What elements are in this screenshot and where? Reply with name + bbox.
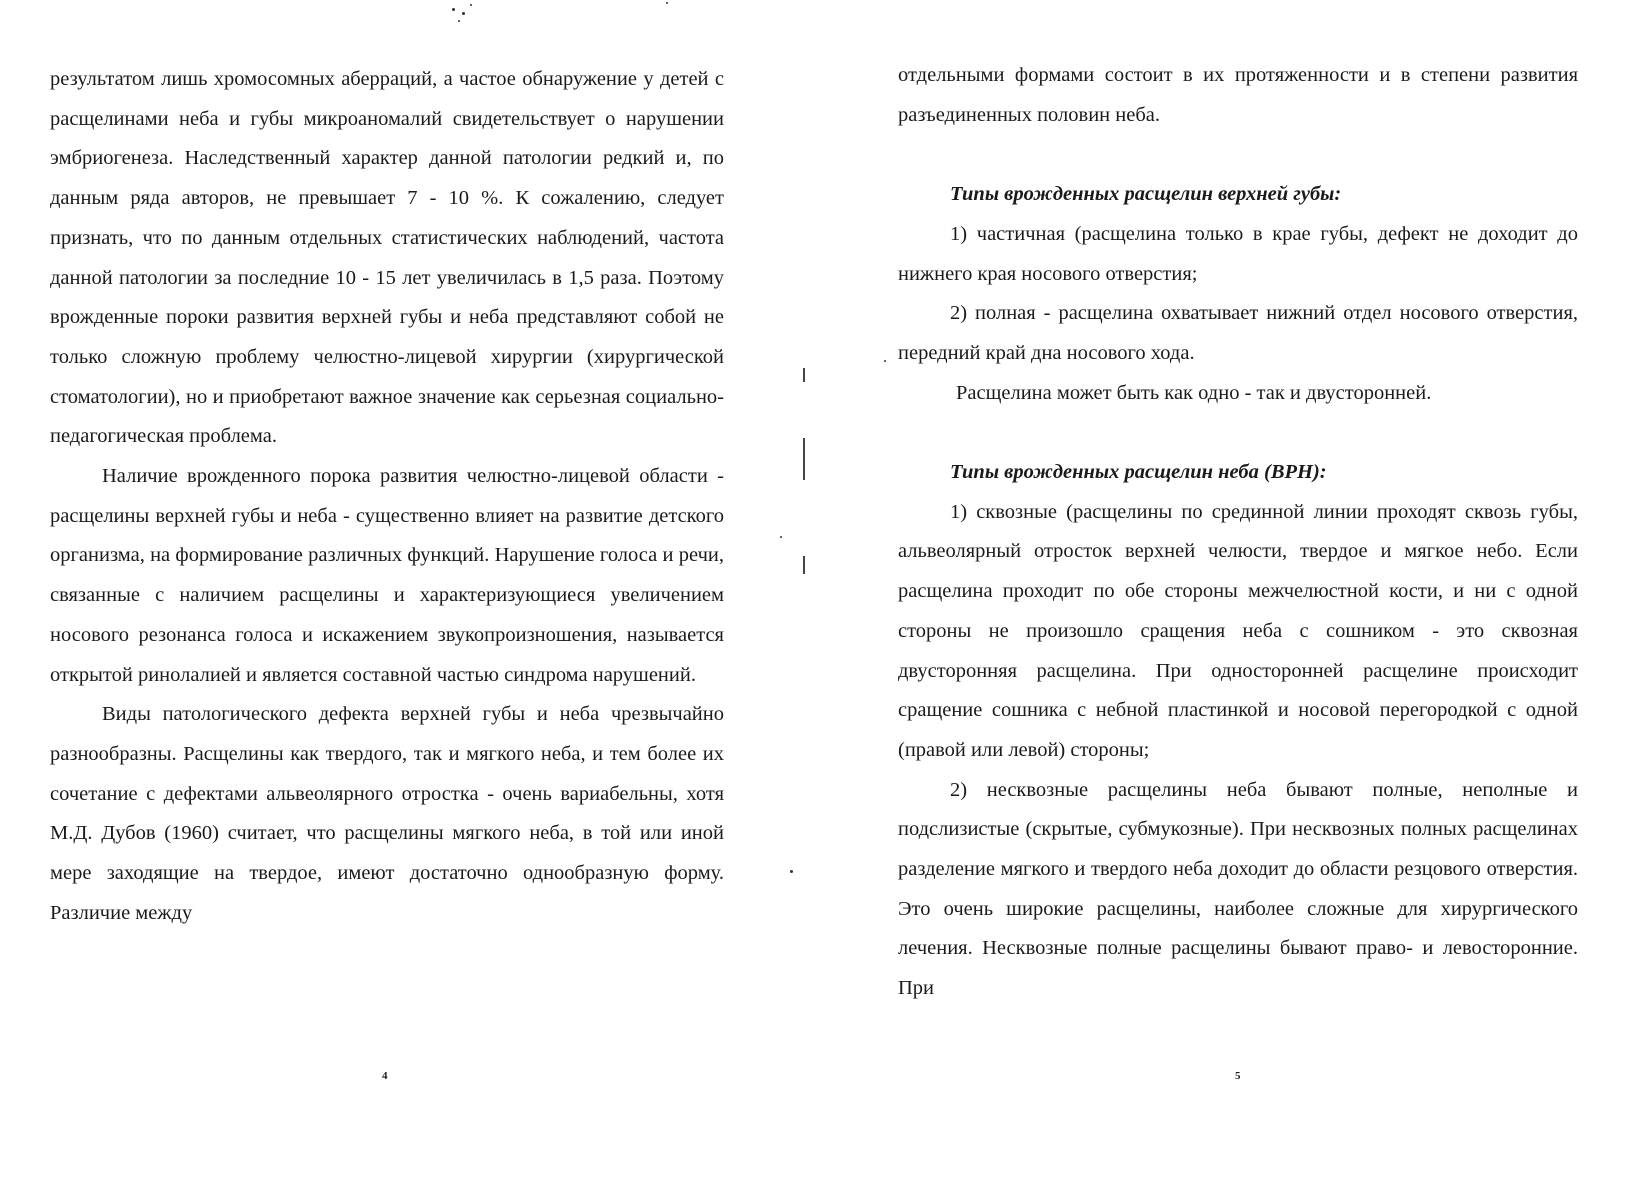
paragraph: Виды патологического дефекта верхней губы и неба чрезвычайно разнообразны. Расщелины как твердого, так и мягкого неба, и тем более их сочетание с дефектами альвеолярного отростка - очень вариабельны, хотя М.Д. Дубов (1960) считает, что расщелины мягкого неба, в той или иной мере заходящие на твердое, имеют достаточно однообразную форму. Различие между <box>50 703 724 924</box>
list-item: 1) сквозные (расщелины по срединной линии проходят сквозь губы, альвеолярный отросток верхней челюсти, твердое и мягкое небо. Если расщелина проходит по обе стороны межчелюстной кости, и ни с одной стороны не произошло сращения неба с сошником - это сквозная двусторонняя расщелина. При односторонней расщелине происходит сращение сошника с небной пластинкой и носовой перегородкой с одной (правой или левой) стороны; <box>898 500 1578 761</box>
left-page-text <box>50 60 724 933</box>
list-item: 2) несквозные расщелины неба бывают полные, неполные и подслизистые (скрытые, субмукозные). При несквозных полных расщелинах разделение мягкого и твердого неба доходит до области резцового отверстия. Это очень широкие расщелины, наиболее сложные для хирургического лечения. Несквозные полные расщелины бывают право- и левосторонние. При <box>898 778 1578 1000</box>
scan-speck <box>790 870 793 873</box>
paragraph: отдельными формами состоит в их протяженности и в степени развития разъединенных половин неба. <box>898 64 1578 126</box>
page-fold-line <box>803 368 805 382</box>
left-page <box>0 0 790 1181</box>
note: Расщелина может быть как одно - так и двусторонней. <box>956 381 1432 404</box>
paragraph: Наличие врожденного порока развития челюстно-лицевой области - расщелины верхней губы и неба - существенно влияет на развитие детского организма, на формирование различных функций. Нарушение голоса и речи, связанные с наличием расщелины и характеризующиеся увеличением носового резонанса голоса и искажением звукопроизношения, называется открытой ринолалией и является составной частью синдрома нарушений. <box>50 465 724 686</box>
list-item: 1) частичная (расщелина только в крае губы, дефект не доходит до нижнего края носового отверстия; <box>898 222 1578 285</box>
page-fold-line <box>803 438 805 480</box>
paragraph: результатом лишь хромосомных аберраций, а частое обнаружение у детей с расщелинами неба и губы микроаномалий свидетельствует о нарушении эмбриогенеза. Наследственный характер данной патологии редкий и, по данным ряда авторов, не превышает 7 - 10 %. К сожалению, следует признать, что по данным отдельных статистических наблюдений, частота данной патологии за последние 10 - 15 лет увеличилась в 1,5 раза. Поэтому врожденные пороки развития верхней губы и неба представляют собой не только сложную проблему челюстно-лицевой хирургии (хирургической стоматологии), но и приобретают важное значение как серьезная социально-педагогическая проблема. <box>50 68 724 448</box>
page-fold-line <box>803 556 805 574</box>
section-heading-palate-clefts: Типы врожденных расщелин неба (ВРН): <box>950 461 1327 483</box>
right-page-text <box>898 56 1578 1009</box>
section-heading-lip-clefts: Типы врожденных расщелин верхней губы: <box>950 183 1342 206</box>
page-number: 4 <box>382 1070 388 1082</box>
list-item: 2) полная - расщелина охватывает нижний отдел носового отверстия, передний край дна носового хода. <box>898 302 1578 364</box>
right-page <box>850 0 1642 1181</box>
page-number: 5 <box>1235 1070 1241 1082</box>
